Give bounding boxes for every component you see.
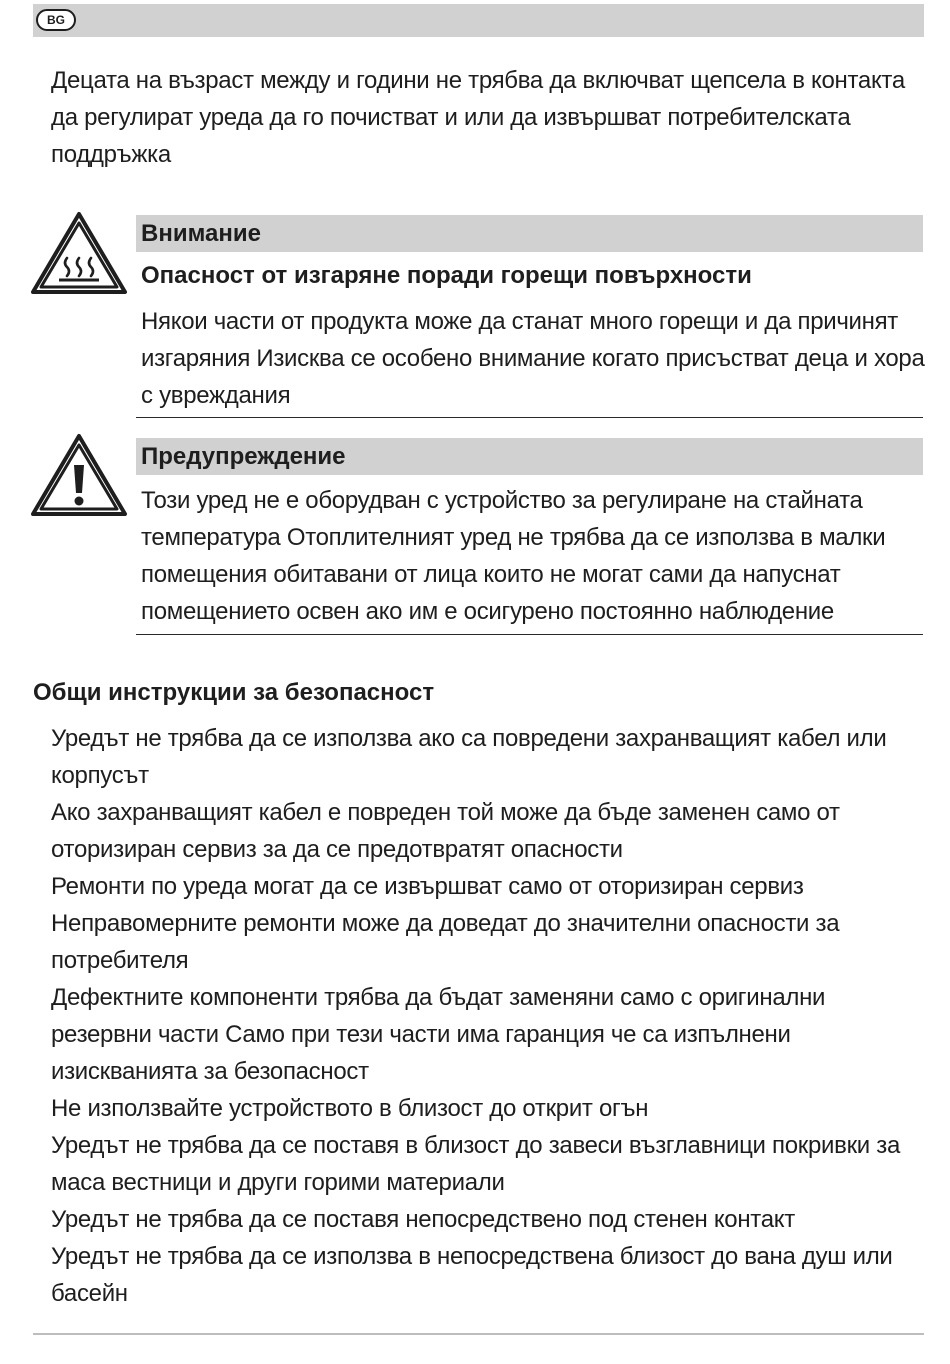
caution-title-bar xyxy=(136,215,923,252)
warning-body xyxy=(141,482,925,630)
safety-item: Уредът не трябва да се поставя непосредствено под стенен контакт xyxy=(51,1206,795,1233)
safety-item: Ако захранващият кабел е повреден той може да бъде заменен само от оторизиран сервиз за да се предотвратят опасности xyxy=(51,799,840,863)
caution-title: Внимание xyxy=(141,220,261,247)
caution-subtitle: Опасност от изгаряне поради горещи повърхности xyxy=(141,262,752,289)
warning-divider xyxy=(136,634,923,635)
warning-body-text: Този уред не е оборудван с устройство за регулиране на стайната температура Отоплителният уред не трябва да се използва в малки помещения обитавани от лица които не могат сами да напуснат помещението освен ако им е осигурено постоянно наблюдение xyxy=(141,487,886,625)
hot-surface-warning-icon xyxy=(30,210,128,296)
safety-item: Уредът не трябва да се използва ако са повредени захранващият кабел или корпусът xyxy=(51,725,887,789)
warning-title-bar xyxy=(136,438,923,475)
language-badge: BG xyxy=(36,9,76,31)
safety-item: Ремонти по уреда могат да се извършват само от оторизиран сервиз Неправомерните ремонти може да доведат до значителни опасности за потребителя xyxy=(51,873,840,974)
caution-body-text: Някои части от продукта може да станат много горещи и да причинят изгаряния Изисква се особено внимание когато присъстват деца и хора с увреждания xyxy=(141,308,925,409)
safety-heading: Общи инструкции за безопасност xyxy=(33,679,435,706)
language-header-bar xyxy=(33,4,924,37)
safety-item: Уредът не трябва да се използва в непосредствена близост до вана душ или басейн xyxy=(51,1243,893,1307)
safety-item: Дефектните компоненти трябва да бъдат заменяни само с оригинални резервни части Само при тези части има гаранция че са изпълнени изискванията за безопасност xyxy=(51,984,826,1085)
footer-divider xyxy=(33,1333,924,1335)
safety-item: Не използвайте устройството в близост до открит огън xyxy=(51,1095,649,1122)
intro-paragraph: Децата на възраст между и години не трябва да включват щепсела в контакта да регулират уреда да го почистват и или да извършват потребителската поддръжка xyxy=(51,67,905,168)
warning-title: Предупреждение xyxy=(141,443,346,470)
safety-list xyxy=(51,720,925,1312)
exclamation-warning-icon xyxy=(30,432,128,518)
caution-divider xyxy=(136,417,923,418)
caution-body xyxy=(141,303,925,414)
safety-item: Уредът не трябва да се поставя в близост до завеси възглавници покривки за маса вестници и други горими материали xyxy=(51,1132,900,1196)
intro-text xyxy=(51,62,919,173)
